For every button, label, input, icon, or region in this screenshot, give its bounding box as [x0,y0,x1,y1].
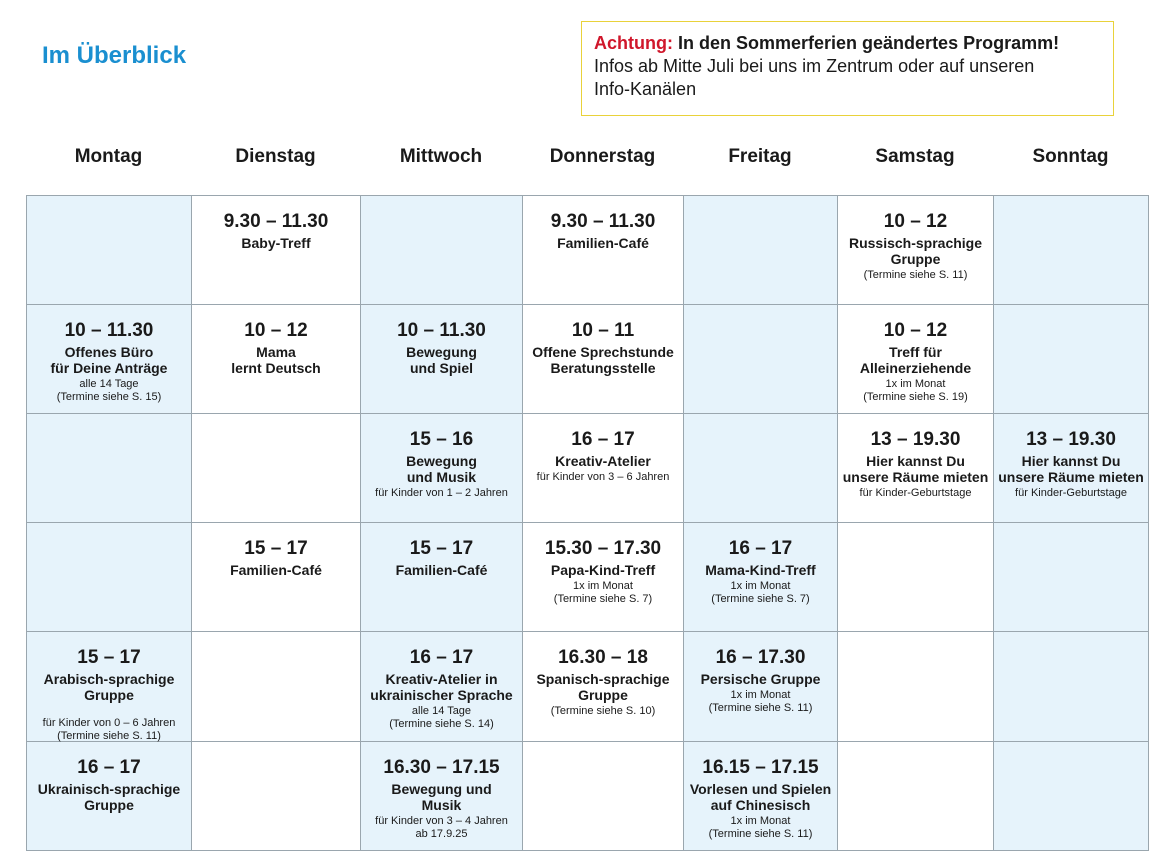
day-saturday: Samstag [875,146,955,167]
schedule-event [523,196,684,305]
event-title: Treff für Alleinerziehende [859,344,972,376]
schedule-cell-empty [994,742,1149,851]
event-note: 1x im Monat (Termine siehe S. 11) [708,689,813,714]
event-note: alle 14 Tage (Termine siehe S. 15) [56,378,162,403]
event-title: Offene Sprechstunde Beratungsstelle [532,344,674,376]
event-title: Spanisch-sprachige Gruppe [536,671,670,703]
day-monday: Montag [74,146,143,167]
event-title: Persische Gruppe [700,671,821,687]
event-note: für Kinder von 1 – 2 Jahren [375,487,508,499]
schedule-event [523,632,684,742]
event-time: 16 – 17 [77,757,141,778]
schedule-cell-empty [192,742,361,851]
event-title: Familien-Café [395,562,488,578]
schedule-event [523,414,684,523]
event-note: 1x im Monat (Termine siehe S. 19) [863,378,968,403]
schedule-event [523,523,684,632]
event-note: alle 14 Tage (Termine siehe S. 14) [389,705,494,730]
event-title: Bewegung und Spiel [406,344,477,376]
event-time: 10 – 11.30 [64,320,154,341]
event-time: 10 – 11.30 [397,320,486,341]
day-sunday: Sonntag [1032,146,1109,167]
schedule-event [684,742,838,851]
event-title: Russisch-sprachige Gruppe [848,235,983,267]
schedule-event [27,632,192,742]
event-note: 1x im Monat (Termine siehe S. 7) [711,580,810,605]
weekly-schedule-grid [26,195,1149,851]
event-time: 10 – 12 [244,320,308,341]
schedule-cell-empty [27,523,192,632]
event-time: 13 – 19.30 [1026,429,1116,450]
event-title: Hier kannst Du unsere Räume mieten [842,453,989,485]
schedule-event [192,196,361,305]
event-time: 16 – 17 [728,538,793,559]
event-title: Bewegung und Musik [406,453,477,485]
event-time: 16 – 17.30 [715,647,806,668]
schedule-cell-empty [994,305,1149,414]
event-time: 10 – 11 [571,320,635,341]
event-time: 16 – 17 [571,429,635,450]
event-time: 10 – 12 [883,320,948,341]
event-time: 16 – 17 [409,647,474,668]
day-wednesday: Mittwoch [399,146,483,167]
day-friday: Freitag [728,146,792,167]
schedule-event [838,305,994,414]
event-title: Familien-Café [557,235,649,251]
schedule-event [838,414,994,523]
schedule-cell-empty [27,414,192,523]
event-title: Bewegung und Musik [391,781,492,813]
event-note: 1x im Monat (Termine siehe S. 7) [553,580,653,605]
schedule-event [994,414,1149,523]
event-note: für Kinder-Geburtstage [1015,487,1127,499]
event-title: Offenes Büro für Deine Anträge [50,344,168,376]
event-title: Kreativ-Atelier in ukrainischer Sprache [370,671,513,703]
event-title: Baby-Treff [241,235,311,251]
schedule-cell-empty [994,196,1149,305]
event-title: Kreativ-Atelier [555,453,651,469]
schedule-cell-empty [361,196,523,305]
event-time: 15 – 16 [409,429,474,450]
event-time: 16.30 – 18 [558,647,648,668]
event-time: 15 – 17 [244,538,308,559]
weekday-header [26,146,1148,168]
event-note: (Termine siehe S. 10) [550,705,656,717]
event-time: 16.15 – 17.15 [702,757,819,778]
schedule-event [192,305,361,414]
event-note: für Kinder von 0 – 6 Jahren (Termine siehe S. 11) [42,717,176,742]
notice-warning-label: Achtung: [594,33,673,53]
event-time: 13 – 19.30 [870,429,961,450]
schedule-event [361,305,523,414]
schedule-cell-empty [838,523,994,632]
event-title: Papa-Kind-Treff [550,562,656,578]
event-time: 9.30 – 11.30 [550,211,656,232]
event-title: Arabisch-sprachige Gruppe [43,671,175,703]
schedule-cell-empty [192,632,361,742]
event-note: (Termine siehe S. 11) [863,269,968,281]
event-time: 15.30 – 17.30 [544,538,662,559]
event-time: 9.30 – 11.30 [223,211,329,232]
schedule-event [361,523,523,632]
notice-headline: In den Sommerferien geändertes Programm! [678,33,1060,53]
event-title: Ukrainisch-sprachige Gruppe [37,781,181,813]
schedule-cell-empty [684,414,838,523]
schedule-event [684,523,838,632]
schedule-cell-empty [684,305,838,414]
event-time: 10 – 12 [883,211,948,232]
summer-notice [581,21,1114,116]
event-note: 1x im Monat (Termine siehe S. 11) [708,815,813,840]
schedule-cell-empty [192,414,361,523]
schedule-cell-empty [523,742,684,851]
schedule-cell-empty [994,632,1149,742]
notice-line-2: Info-Kanälen [594,79,697,99]
event-note: für Kinder-Geburtstage [859,487,972,499]
event-title: Mama-Kind-Treff [705,562,816,578]
notice-line-1: Infos ab Mitte Juli bei uns im Zentrum oder auf unseren [594,56,1035,76]
schedule-event [838,196,994,305]
day-tuesday: Dienstag [235,146,316,167]
event-title: Hier kannst Du unsere Räume mieten [998,453,1144,485]
event-time: 15 – 17 [409,538,474,559]
schedule-cell-empty [838,632,994,742]
event-time: 15 – 17 [77,647,141,668]
day-thursday: Donnerstag [549,146,656,167]
schedule-cell-empty [838,742,994,851]
event-title: Vorlesen und Spielen auf Chinesisch [689,781,832,813]
schedule-cell-empty [684,196,838,305]
event-time: 16.30 – 17.15 [383,757,500,778]
schedule-event [361,742,523,851]
event-title: Mama lernt Deutsch [231,344,321,376]
event-note: für Kinder von 3 – 6 Jahren [536,471,670,483]
schedule-event [361,414,523,523]
page-title: Im Überblick [42,42,187,69]
schedule-event [192,523,361,632]
schedule-event [27,305,192,414]
schedule-event [27,742,192,851]
schedule-event [361,632,523,742]
schedule-event [523,305,684,414]
event-title: Familien-Café [230,562,322,578]
schedule-cell-empty [994,523,1149,632]
event-note: für Kinder von 3 – 4 Jahren ab 17.9.25 [375,815,508,840]
schedule-event [684,632,838,742]
schedule-cell-empty [27,196,192,305]
